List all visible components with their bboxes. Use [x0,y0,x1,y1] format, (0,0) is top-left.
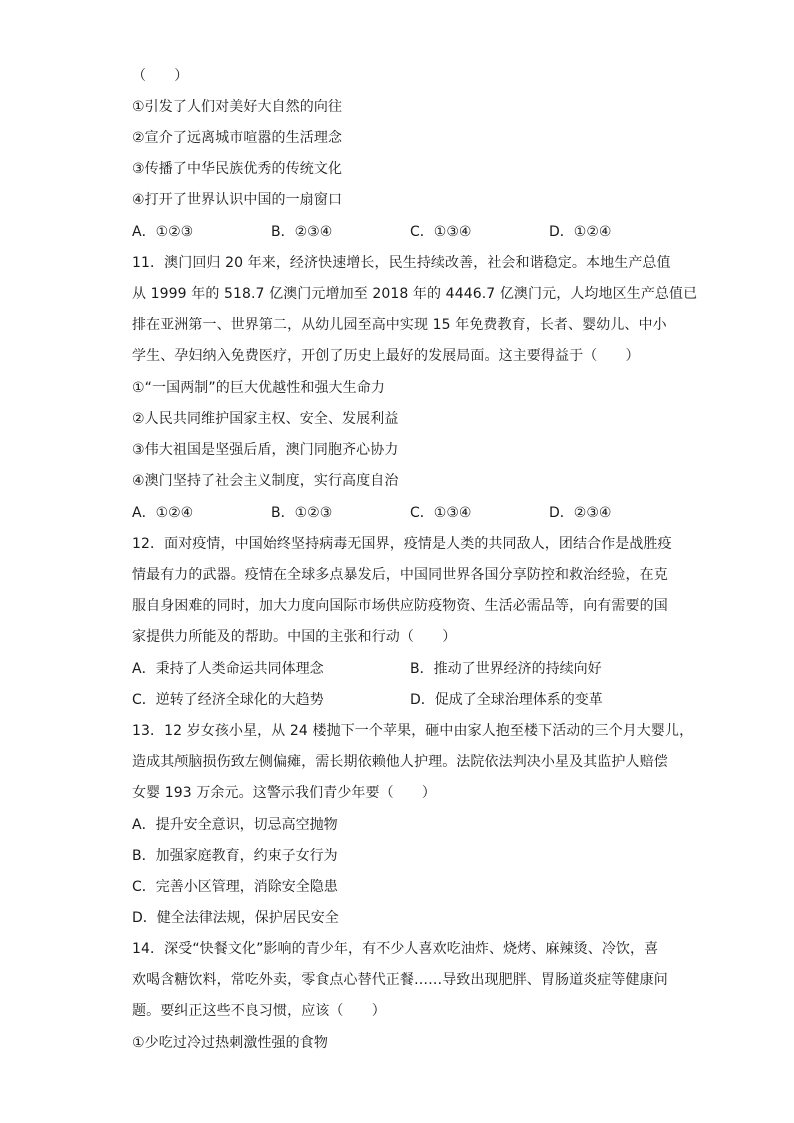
q14-statement-1: ①少吃过冷过热刺激性强的食物 [132,1035,328,1051]
q11-option-b: B．①②③ [271,505,333,521]
q10-option-c: C．①③④ [410,224,472,240]
q13-stem-line-2: 造成其颅脑损伤致左侧偏瘫，需长期依赖他人护理。法院依法判决小星及其监护人赔偿 [132,754,668,770]
q11-stem-line-4: 学生、孕妇纳入免费医疗，开创了历史上最好的发展局面。这主要得益于（ ） [132,348,640,364]
q14-stem-line-2: 欢喝含糖饮料，常吃外卖，零食点心替代正餐……导致出现肥胖、胃肠道炎症等健康问 [132,972,668,988]
q14-stem-line-3: 题。要纠正这些不良习惯，应该（ ） [132,1003,386,1019]
q10-statement-2: ②宣介了远离城市喧嚣的生活理念 [132,130,343,146]
q11-statement-1: ①“一国两制”的巨大优越性和强大生命力 [132,380,385,396]
q12-option-d: D．促成了全球治理体系的变革 [410,692,603,708]
q10-statement-1: ①引发了人们对美好大自然的向往 [132,99,343,115]
q12-option-a: A．秉持了人类命运共同体理念 [132,661,324,677]
q12-stem-line-2: 情最有力的武器。疫情在全球多点暴发后，中国同世界各国分享防控和救治经验，在克 [132,567,668,583]
q11-option-a: A．①②④ [132,505,194,521]
q10-option-a: A．①②③ [132,224,194,240]
q10-option-d: D．①②④ [549,224,612,240]
q12-stem-line-3: 服自身困难的同时，加大力度向国际市场供应防疫物资、生活必需品等，向有需要的国 [132,598,668,614]
q11-statement-4: ④澳门坚持了社会主义制度，实行高度自治 [132,473,399,489]
q11-stem-line-1: 11．澳门回归 20 年来，经济快速增长，民生持续改善，社会和谐稳定。本地生产总值 [132,255,671,271]
q11-option-c: C．①③④ [410,505,472,521]
q11-stem-line-3: 排在亚洲第一、世界第二，从幼儿园至高中实现 15 年免费教育，长者、婴幼儿、中小 [132,317,667,333]
q11-statement-2: ②人民共同维护国家主权、安全、发展利益 [132,411,399,427]
q13-option-b: B．加强家庭教育，约束子女行为 [132,848,338,864]
q12-stem-line-4: 家提供力所能及的帮助。中国的主张和行动（ ） [132,629,457,645]
q10-statement-4: ④打开了世界认识中国的一扇窗口 [132,192,343,208]
q12-stem-line-1: 12．面对疫情，中国始终坚持病毒无国界，疫情是人类的共同敌人，团结合作是战胜疫 [132,536,672,552]
q13-option-c: C．完善小区管理，消除安全隐患 [132,879,338,895]
q10-option-b: B．②③④ [271,224,333,240]
q12-option-c: C．逆转了经济全球化的大趋势 [132,692,324,708]
q11-option-d: D．②③④ [549,505,612,521]
q14-stem-line-1: 14．深受“快餐文化”影响的青少年，有不少人喜欢吃油炸、烧烤、麻辣烫、冷饮，喜 [132,941,659,957]
q10-statement-3: ③传播了中华民族优秀的传统文化 [132,161,343,177]
q12-option-b: B．推动了世界经济的持续向好 [410,661,602,677]
q11-statement-3: ③伟大祖国是坚强后盾，澳门同胞齐心协力 [132,442,399,458]
q10-answer-paren: （ ） [132,68,189,84]
q13-option-d: D．健全法律法规，保护居民安全 [132,910,339,926]
q11-stem-line-2: 从 1999 年的 518.7 亿澳门元增加至 2018 年的 4446.7 亿澳门元，人均地区生产总值已 [132,286,698,302]
q13-option-a: A．提升安全意识，切忌高空抛物 [132,817,338,833]
q13-stem-line-3: 女婴 193 万余元。这警示我们青少年要（ ） [132,785,437,801]
q13-stem-line-1: 13．12 岁女孩小星，从 24 楼抛下一个苹果，砸中由家人抱至楼下活动的三个月大婴儿， [132,723,694,739]
